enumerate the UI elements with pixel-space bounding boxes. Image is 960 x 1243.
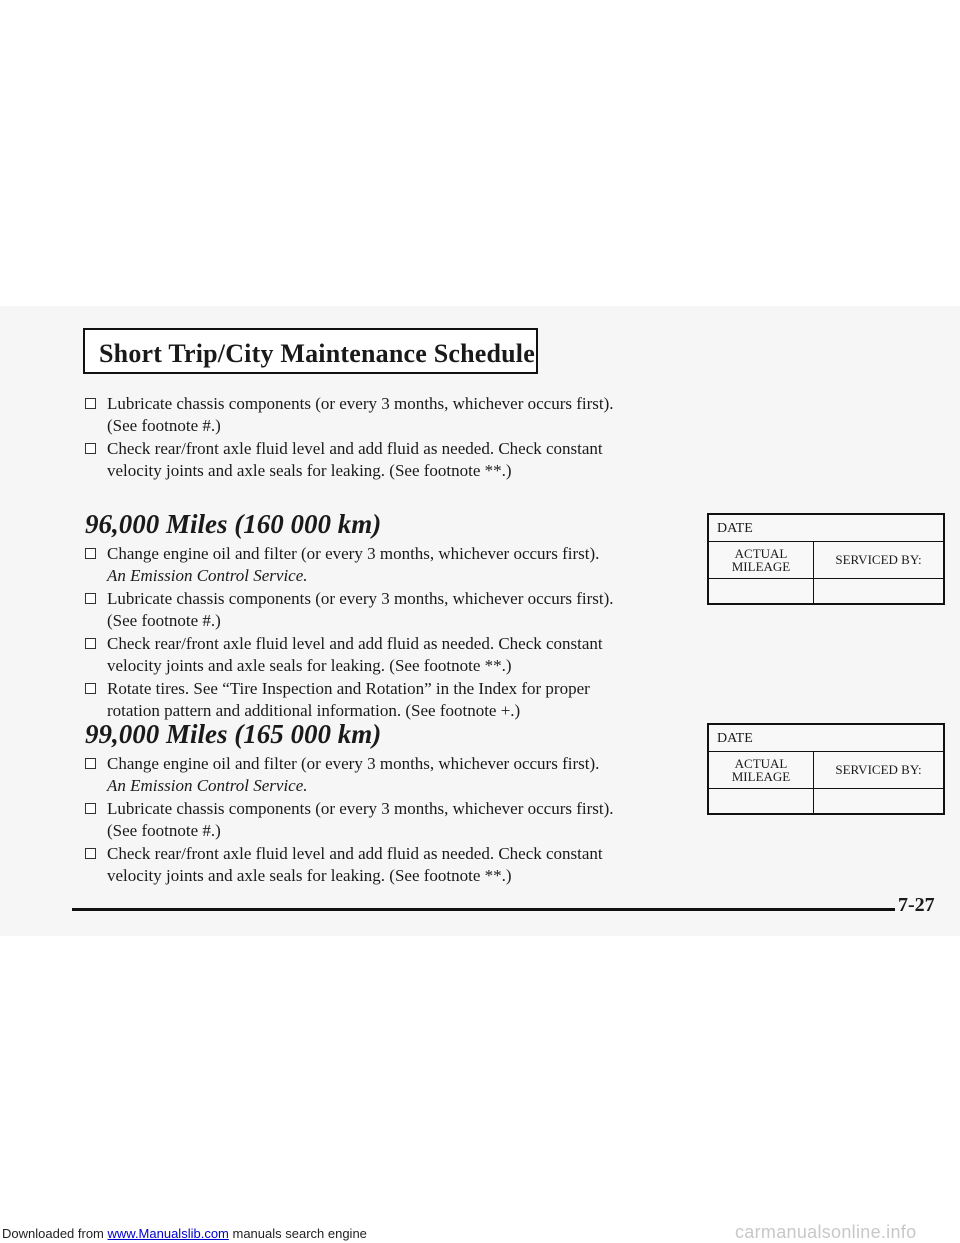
checkbox[interactable] (85, 548, 96, 559)
actual-mileage-label: ACTUAL MILEAGE (709, 542, 814, 578)
section-heading-96000: 96,000 Miles (160 000 km) (85, 509, 382, 539)
date-field[interactable]: DATE (709, 725, 943, 752)
list-item: Lubricate chassis components (or every 3 months, whichever occurs first). (See footnote #.) (85, 588, 685, 632)
list-item: Change engine oil and filter (or every 3 months, whichever occurs first). An Emission Control Service. (85, 543, 685, 587)
page-number: 7-27 (898, 894, 935, 916)
checklist-96000 (85, 543, 685, 723)
checkbox[interactable] (85, 758, 96, 769)
list-item: Change engine oil and filter (or every 3 months, whichever occurs first). An Emission Control Service. (85, 753, 685, 797)
list-item: Rotate tires. See “Tire Inspection and Rotation” in the Index for proper rotation pattern and additional information. (See footnote +.) (85, 678, 685, 722)
checkbox[interactable] (85, 848, 96, 859)
manualslib-link[interactable]: www.Manualslib.com (107, 1226, 229, 1241)
list-item: Check rear/front axle fluid level and add fluid as needed. Check constant velocity joints and axle seals for leaking. (See footnote **.) (85, 843, 685, 887)
checkbox[interactable] (85, 593, 96, 604)
serviced-by-field[interactable] (814, 579, 943, 603)
footer-rule (72, 908, 895, 911)
download-notice: Downloaded from www.Manualslib.com manuals search engine (2, 1226, 367, 1241)
section-heading-99000: 99,000 Miles (165 000 km) (85, 719, 382, 749)
page-title-box (83, 328, 538, 374)
serviced-by-label: SERVICED BY: (835, 762, 922, 777)
serviced-by-label: SERVICED BY: (835, 552, 922, 567)
serviced-by-field[interactable] (814, 789, 943, 813)
date-field[interactable]: DATE (709, 515, 943, 542)
checklist-99000 (85, 753, 685, 888)
actual-mileage-field[interactable] (709, 789, 814, 813)
checkbox[interactable] (85, 398, 96, 409)
actual-mileage-label: ACTUAL MILEAGE (709, 752, 814, 788)
service-record-96000 (707, 513, 945, 605)
intro-checklist (85, 393, 685, 483)
checkbox[interactable] (85, 803, 96, 814)
actual-mileage-field[interactable] (709, 579, 814, 603)
checkbox[interactable] (85, 683, 96, 694)
service-record-99000 (707, 723, 945, 815)
checkbox[interactable] (85, 443, 96, 454)
watermark: carmanualsonline.info (735, 1222, 917, 1242)
list-item: Check rear/front axle fluid level and add fluid as needed. Check constant velocity joints and axle seals for leaking. (See footnote **.) (85, 633, 685, 677)
list-item: Lubricate chassis components (or every 3 months, whichever occurs first). (See footnote #.) (85, 798, 685, 842)
list-item: Check rear/front axle fluid level and add fluid as needed. Check constant velocity joints and axle seals for leaking. (See footnote **.) (85, 438, 685, 482)
checkbox[interactable] (85, 638, 96, 649)
list-item: Lubricate chassis components (or every 3 months, whichever occurs first). (See footnote #.) (85, 393, 685, 437)
page-title: Short Trip/City Maintenance Schedule (99, 339, 535, 368)
